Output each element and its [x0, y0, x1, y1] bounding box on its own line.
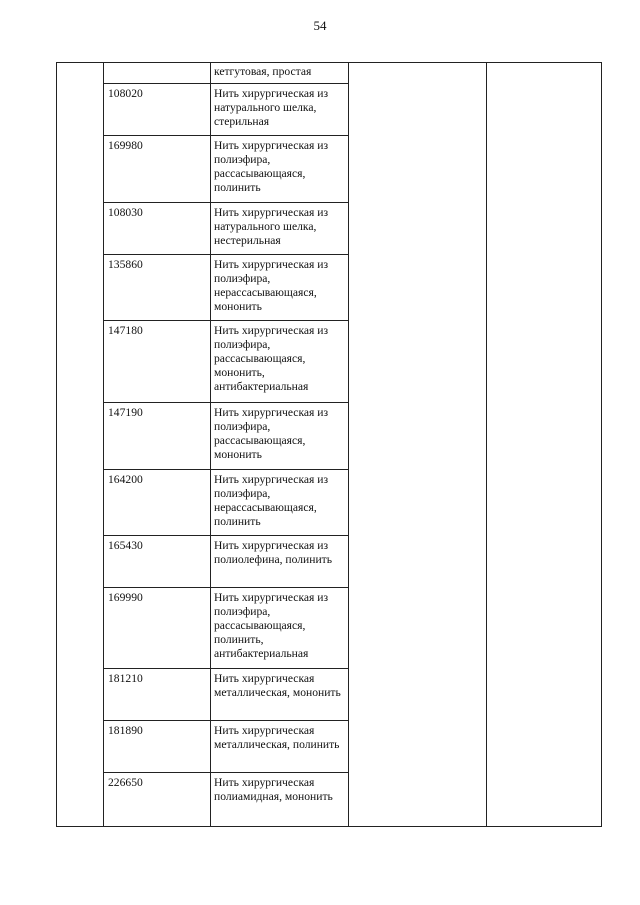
code-cell: 164200 [104, 470, 211, 536]
code-cell: 226650 [104, 773, 211, 827]
name-cell: кетгутовая, простая [211, 63, 349, 84]
code-cell: 147180 [104, 321, 211, 403]
name-cell: Нить хирургическая из натурального шелка, нестерильная [211, 203, 349, 255]
code-cell: 108020 [104, 84, 211, 136]
code-cell: 169980 [104, 136, 211, 203]
device-code-table [56, 62, 602, 827]
name-cell: Нить хирургическая из полиэфира, нерассасывающаяся, полинить [211, 470, 349, 536]
code-cell: 135860 [104, 255, 211, 321]
left-merged-cell [57, 63, 104, 827]
table-row [57, 63, 602, 84]
name-cell: Нить хирургическая из полиэфира, нерассасывающаяся, мононить [211, 255, 349, 321]
name-cell: Нить хирургическая полиамидная, мононить [211, 773, 349, 827]
merged-cell-col5 [487, 63, 602, 827]
code-cell: 181890 [104, 721, 211, 773]
name-cell: Нить хирургическая металлическая, полинить [211, 721, 349, 773]
code-cell: 108030 [104, 203, 211, 255]
merged-cell-col4 [349, 63, 487, 827]
name-cell: Нить хирургическая металлическая, мононить [211, 669, 349, 721]
code-cell: 181210 [104, 669, 211, 721]
name-cell: Нить хирургическая из полиолефина, полинить [211, 536, 349, 588]
name-cell: Нить хирургическая из полиэфира, рассасывающаяся, мононить [211, 403, 349, 470]
name-cell: Нить хирургическая из полиэфира, рассасывающаяся, полинить, антибактериальная [211, 588, 349, 669]
page-number: 54 [313, 18, 327, 33]
name-cell: Нить хирургическая из полиэфира, рассасывающаяся, мононить, антибактериальная [211, 321, 349, 403]
code-cell [104, 63, 211, 84]
name-cell: Нить хирургическая из натурального шелка, стерильная [211, 84, 349, 136]
code-cell: 165430 [104, 536, 211, 588]
code-cell: 147190 [104, 403, 211, 470]
name-cell: Нить хирургическая из полиэфира, рассасывающаяся, полинить [211, 136, 349, 203]
code-cell: 169990 [104, 588, 211, 669]
